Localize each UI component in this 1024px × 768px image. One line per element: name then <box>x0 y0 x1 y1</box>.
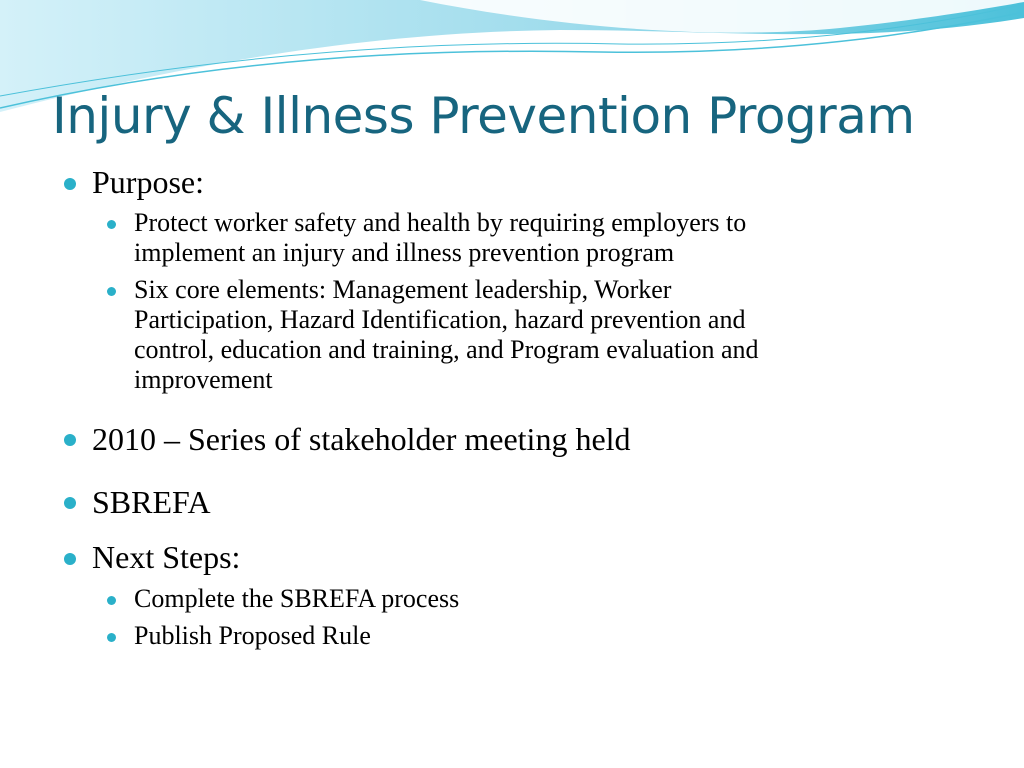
list-item-label: Next Steps: <box>92 539 241 575</box>
list-item-label: 2010 – Series of stakeholder meeting held <box>92 421 631 457</box>
sub-item-line: improvement <box>134 365 273 394</box>
bullet-dot-icon <box>107 633 116 642</box>
bullet-dot-icon <box>64 178 76 190</box>
bullet-dot-icon <box>64 553 76 565</box>
slide-title: Injury & Illness Prevention Program <box>52 87 915 145</box>
sub-item-line: implement an injury and illness prevention program <box>134 238 675 267</box>
bullet-dot-icon <box>107 596 116 605</box>
bullet-dot-icon <box>107 220 116 229</box>
bullet-dot-icon <box>107 287 116 296</box>
bullet-dot-icon <box>64 434 76 446</box>
sub-item-line: Protect worker safety and health by requiring employers to <box>134 208 747 237</box>
sub-item-line: Publish Proposed Rule <box>134 621 371 650</box>
list-item-label: Purpose: <box>92 164 204 200</box>
sub-item-line: Complete the SBREFA process <box>134 584 460 613</box>
sub-item-line: control, education and training, and Program evaluation and <box>134 335 759 364</box>
bullet-dot-icon <box>64 497 76 509</box>
sub-item-line: Six core elements: Management leadership, Worker <box>134 275 672 304</box>
sub-item-line: Participation, Hazard Identification, hazard prevention and <box>134 305 746 334</box>
list-item-label: SBREFA <box>92 484 211 520</box>
